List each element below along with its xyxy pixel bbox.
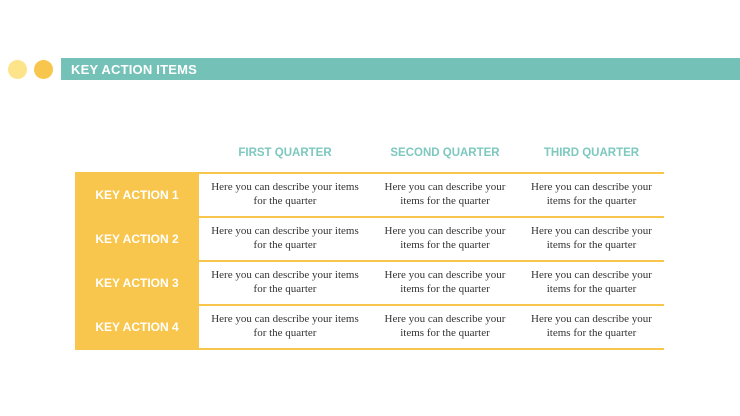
row-label: KEY ACTION 3 — [75, 262, 199, 304]
column-header: THIRD QUARTER — [543, 147, 640, 159]
table-row — [75, 304, 664, 350]
slide-title: KEY ACTION ITEMS — [71, 61, 197, 77]
table-row — [75, 260, 664, 304]
title-bar — [61, 58, 740, 80]
table-cell: Here you can describe your items for the quarter — [384, 181, 506, 207]
table-cell: Here you can describe your items for the quarter — [384, 269, 506, 295]
column-header: FIRST QUARTER — [238, 147, 332, 159]
column-header: SECOND QUARTER — [390, 147, 500, 159]
row-label: KEY ACTION 1 — [75, 174, 199, 216]
decorative-dot-dark — [34, 60, 53, 79]
table-row — [75, 216, 664, 260]
decorative-dot-light — [8, 60, 27, 79]
table-row — [75, 172, 664, 216]
table-cell: Here you can describe your items for the quarter — [531, 269, 652, 295]
table-header-row — [75, 134, 664, 172]
action-items-table — [75, 134, 664, 350]
table-cell: Here you can describe your items for the quarter — [211, 225, 359, 251]
table-cell: Here you can describe your items for the quarter — [211, 269, 359, 295]
row-label: KEY ACTION 2 — [75, 218, 199, 260]
table-cell: Here you can describe your items for the quarter — [211, 181, 359, 207]
table-cell: Here you can describe your items for the quarter — [384, 313, 506, 339]
table-cell: Here you can describe your items for the quarter — [211, 313, 359, 339]
table-cell: Here you can describe your items for the quarter — [531, 313, 652, 339]
table-cell: Here you can describe your items for the quarter — [531, 181, 652, 207]
table-cell: Here you can describe your items for the quarter — [531, 225, 652, 251]
row-label: KEY ACTION 4 — [75, 306, 199, 348]
table-cell: Here you can describe your items for the quarter — [384, 225, 506, 251]
